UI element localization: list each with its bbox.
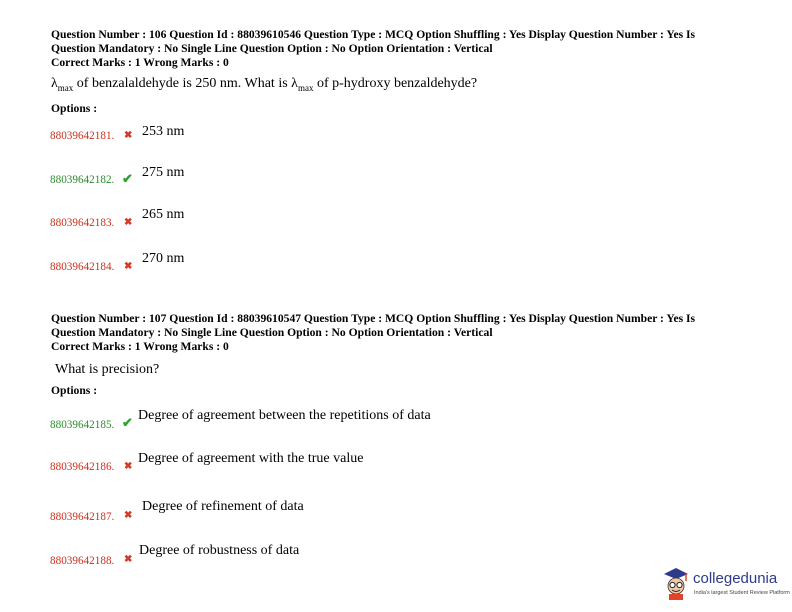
option-id: 88039642186. bbox=[50, 461, 115, 473]
question-106-header bbox=[51, 28, 741, 70]
check-mark-icon: ✔ bbox=[122, 171, 133, 186]
option-id: 88039642182. bbox=[50, 174, 115, 186]
check-mark-icon: ✔ bbox=[122, 415, 133, 430]
question-107-stem: What is precision? bbox=[55, 362, 160, 377]
stem-text: of p-hydroxy benzaldehyde? bbox=[316, 76, 478, 91]
option-id: 88039642185. bbox=[50, 419, 115, 431]
logo-wordmark: collegedunia bbox=[693, 570, 778, 587]
option-row bbox=[50, 252, 650, 276]
option-id: 88039642183. bbox=[50, 217, 115, 229]
lambda-symbol: $\lambda_{max}$ bbox=[51, 76, 74, 93]
options-label: Options : bbox=[51, 102, 98, 115]
option-row bbox=[50, 408, 650, 432]
option-id: 88039642187. bbox=[50, 511, 115, 523]
wrong-mark-icon: ✖ bbox=[124, 554, 133, 565]
lambda-symbol: $\lambda_{max}$ bbox=[291, 76, 314, 93]
logo-tagline: India's largest Student Review Platform bbox=[694, 590, 790, 596]
question-106-stem bbox=[51, 76, 477, 93]
question-meta-line: Question Mandatory : No Single Line Question Option : No Option Orientation : Vertical bbox=[51, 326, 493, 339]
marks-line: Correct Marks : 1 Wrong Marks : 0 bbox=[51, 56, 229, 69]
option-text: 275 nm bbox=[142, 165, 185, 180]
wrong-mark-icon: ✖ bbox=[124, 130, 133, 141]
wrong-mark-icon: ✖ bbox=[124, 510, 133, 521]
option-id: 88039642181. bbox=[50, 130, 115, 142]
option-text: Degree of agreement between the repetitions of data bbox=[138, 408, 431, 423]
option-row bbox=[50, 543, 650, 567]
option-row bbox=[50, 208, 650, 232]
wrong-mark-icon: ✖ bbox=[124, 217, 133, 228]
wrong-mark-icon: ✖ bbox=[124, 261, 133, 272]
option-text: Degree of refinement of data bbox=[142, 499, 304, 514]
option-row bbox=[50, 166, 650, 190]
question-meta-line: Question Number : 106 Question Id : 88039610546 Question Type : MCQ Option Shuffling : Yes Display Question Number : Yes Is bbox=[51, 28, 696, 41]
option-text: Degree of agreement with the true value bbox=[138, 451, 364, 466]
question-meta-line: Question Mandatory : No Single Line Question Option : No Option Orientation : Vertical bbox=[51, 42, 493, 55]
option-id: 88039642188. bbox=[50, 555, 115, 567]
collegedunia-logo bbox=[661, 566, 790, 602]
question-meta-line: Question Number : 107 Question Id : 88039610547 Question Type : MCQ Option Shuffling : Yes Display Question Number : Yes Is bbox=[51, 312, 696, 325]
graduate-mascot-icon bbox=[661, 566, 691, 600]
option-text: Degree of robustness of data bbox=[139, 543, 300, 558]
option-row bbox=[50, 124, 650, 148]
stem-text: of benzalaldehyde is 250 nm. What is bbox=[76, 76, 292, 91]
option-text: 270 nm bbox=[142, 251, 185, 266]
options-label: Options : bbox=[51, 384, 98, 397]
option-id: 88039642184. bbox=[50, 261, 115, 273]
option-text: 253 nm bbox=[142, 124, 185, 139]
marks-line: Correct Marks : 1 Wrong Marks : 0 bbox=[51, 340, 229, 353]
question-107-header bbox=[51, 312, 741, 354]
wrong-mark-icon: ✖ bbox=[124, 461, 133, 472]
option-row bbox=[50, 452, 650, 476]
option-text: 265 nm bbox=[142, 207, 185, 222]
option-row bbox=[50, 499, 650, 523]
